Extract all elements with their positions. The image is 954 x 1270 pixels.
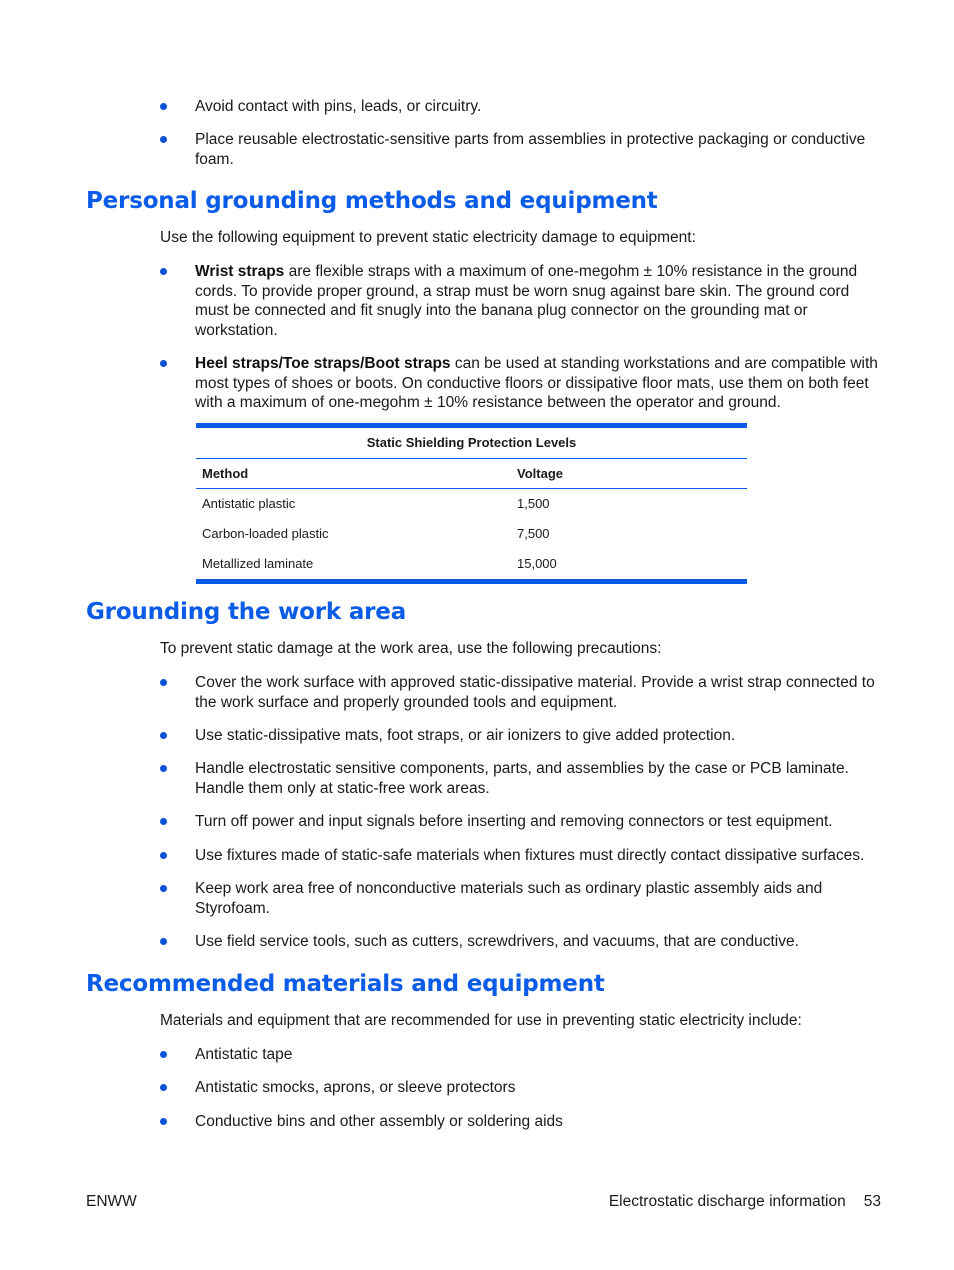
list-item: Avoid contact with pins, leads, or circuitry.	[160, 97, 885, 117]
section-heading-personal-grounding: Personal grounding methods and equipment	[86, 188, 658, 214]
list-item: Turn off power and input signals before inserting and removing connectors or test equipment.	[160, 812, 885, 832]
bullet-icon	[160, 938, 167, 945]
footer-section-title: Electrostatic discharge information	[608, 1193, 846, 1210]
list-item: Cover the work surface with approved static-dissipative material. Provide a wrist strap connected to the work surface and properly grounded tools and equipment.	[160, 673, 885, 712]
footer-doc-id: ENWW	[86, 1193, 137, 1210]
list-item: Antistatic tape	[160, 1045, 885, 1065]
list-item: Use static-dissipative mats, foot straps, or air ionizers to give added protection.	[160, 726, 885, 746]
table-row	[196, 489, 747, 519]
bullet-icon	[160, 1118, 167, 1125]
table-cell-voltage: 1,500	[517, 496, 550, 511]
bullet-icon	[160, 885, 167, 892]
table-header-row	[196, 459, 747, 489]
list-item: Conductive bins and other assembly or soldering aids	[160, 1112, 885, 1132]
list-item: Heel straps/Toe straps/Boot straps can be used at standing workstations and are compatible with most types of shoes or boots. On conductive floors or dissipative floor mats, use them on both feet with a maximum of one-megohm ± 10% resistance between the operator and ground.	[160, 354, 885, 413]
table-cell-method: Carbon-loaded plastic	[202, 526, 329, 541]
bullet-icon	[160, 103, 167, 110]
section-intro: Use the following equipment to prevent static electricity damage to equipment:	[160, 229, 696, 246]
term-heel-straps: Heel straps/Toe straps/Boot straps	[195, 355, 451, 372]
list-item: Handle electrostatic sensitive components, parts, and assemblies by the case or PCB laminate. Handle them only at static-free work areas.	[160, 759, 885, 798]
section-intro: Materials and equipment that are recommended for use in preventing static electricity include:	[160, 1012, 802, 1029]
list-item: Use fixtures made of static-safe materials when fixtures must directly contact dissipative surfaces.	[160, 846, 885, 866]
section-intro: To prevent static damage at the work area, use the following precautions:	[160, 640, 662, 657]
bullet-icon	[160, 360, 167, 367]
table-cell-voltage: 7,500	[517, 526, 550, 541]
section-heading-materials: Recommended materials and equipment	[86, 971, 605, 997]
list-item: Place reusable electrostatic-sensitive parts from assemblies in protective packaging or conductive foam.	[160, 130, 885, 169]
bullet-icon	[160, 136, 167, 143]
bullet-icon	[160, 765, 167, 772]
table-cell-method: Metallized laminate	[202, 556, 314, 571]
static-shielding-table	[196, 423, 747, 584]
table-caption: Static Shielding Protection Levels	[196, 428, 747, 459]
footer-page-info	[609, 1193, 881, 1211]
column-header-method: Method	[202, 466, 249, 481]
section-heading-work-area: Grounding the work area	[86, 599, 407, 625]
table-cell-method: Antistatic plastic	[202, 496, 296, 511]
column-header-voltage: Voltage	[517, 466, 563, 481]
table-row	[196, 549, 747, 579]
list-item: Keep work area free of nonconductive materials such as ordinary plastic assembly aids and Styrofoam.	[160, 879, 885, 918]
bullet-icon	[160, 818, 167, 825]
bullet-icon	[160, 1051, 167, 1058]
bullet-icon	[160, 852, 167, 859]
term-wrist-straps: Wrist straps	[195, 263, 285, 280]
table-cell-voltage: 15,000	[517, 556, 557, 571]
list-item: Antistatic smocks, aprons, or sleeve protectors	[160, 1078, 885, 1098]
list-item: Wrist straps are flexible straps with a maximum of one-megohm ± 10% resistance in the ground cords. To provide proper ground, a strap must be worn snug against bare skin. The ground cord must be connected and fit snugly into the banana plug connector on the grounding mat or workstation.	[160, 262, 885, 340]
list-item: Use field service tools, such as cutters, screwdrivers, and vacuums, that are conductive.	[160, 932, 885, 952]
bullet-icon	[160, 679, 167, 686]
table-row	[196, 519, 747, 549]
bullet-icon	[160, 1084, 167, 1091]
page-number: 53	[863, 1193, 881, 1210]
bullet-icon	[160, 268, 167, 275]
bullet-icon	[160, 732, 167, 739]
